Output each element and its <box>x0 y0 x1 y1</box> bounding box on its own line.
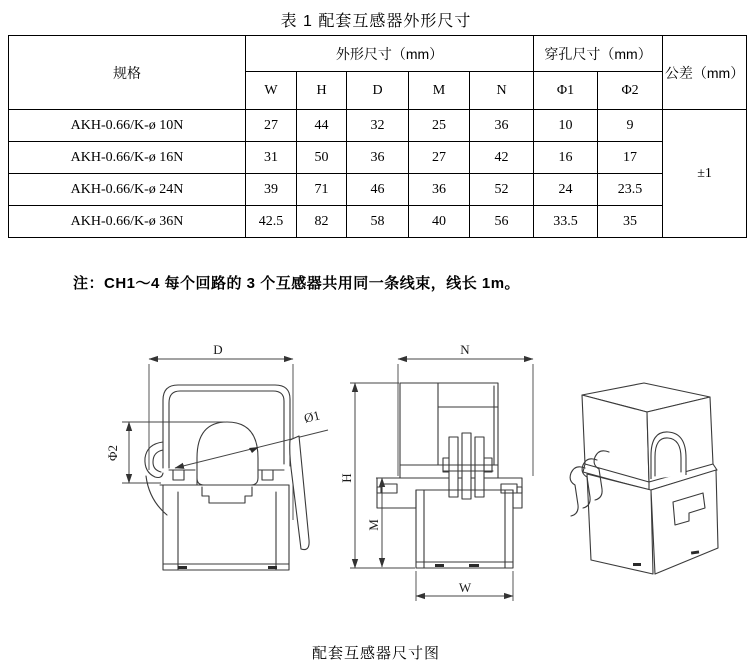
value-cell: 56 <box>470 206 534 238</box>
spec-cell: AKH-0.66/K-ø 10N <box>9 110 246 142</box>
sub-header-h: H <box>297 72 347 110</box>
value-cell: 82 <box>297 206 347 238</box>
value-cell: 39 <box>246 174 297 206</box>
value-cell: 27 <box>409 142 470 174</box>
sub-header-d: D <box>347 72 409 110</box>
value-cell: 44 <box>297 110 347 142</box>
value-cell: 10 <box>534 110 598 142</box>
column-header-spec: 规格 <box>9 36 246 110</box>
sub-header-phi1: Φ1 <box>534 72 598 110</box>
table-row <box>9 206 747 238</box>
table-note: 注：CH1～4 每个回路的 3 个互感器共用同一条线束，线长 1m。 <box>73 275 521 292</box>
value-cell: 35 <box>598 206 663 238</box>
value-cell: 50 <box>297 142 347 174</box>
sub-header-n: N <box>470 72 534 110</box>
dim-label-d: D <box>213 342 223 357</box>
group-header-hole: 穿孔尺寸（mm） <box>534 36 663 72</box>
spec-cell: AKH-0.66/K-ø 24N <box>9 174 246 206</box>
value-cell: 36 <box>409 174 470 206</box>
column-header-tolerance: 公差（mm） <box>663 36 747 110</box>
dim-label-phi1: Ø1 <box>302 407 322 426</box>
value-cell: 9 <box>598 110 663 142</box>
tolerance-cell: ±1 <box>663 110 747 238</box>
value-cell: 33.5 <box>534 206 598 238</box>
value-cell: 17 <box>598 142 663 174</box>
value-cell: 36 <box>470 110 534 142</box>
value-cell: 46 <box>347 174 409 206</box>
group-header-outline: 外形尺寸（mm） <box>246 36 534 72</box>
iso-view-drawing <box>575 358 750 603</box>
value-cell: 71 <box>297 174 347 206</box>
table-title: 表 1 配套互感器外形尺寸 <box>280 13 472 30</box>
sub-header-phi2: Φ2 <box>598 72 663 110</box>
dim-label-h: H <box>339 473 354 483</box>
value-cell: 32 <box>347 110 409 142</box>
sub-header-m: M <box>409 72 470 110</box>
dim-label-w: W <box>458 580 472 595</box>
value-cell: 24 <box>534 174 598 206</box>
value-cell: 16 <box>534 142 598 174</box>
value-cell: 31 <box>246 142 297 174</box>
value-cell: 40 <box>409 206 470 238</box>
value-cell: 42.5 <box>246 206 297 238</box>
value-cell: 27 <box>246 110 297 142</box>
spec-cell: AKH-0.66/K-ø 16N <box>9 142 246 174</box>
table-row <box>9 110 747 142</box>
front-view-drawing <box>339 340 545 608</box>
table-row <box>9 142 747 174</box>
side-view-drawing <box>85 340 335 585</box>
value-cell: 36 <box>347 142 409 174</box>
transformer-dimension-table <box>8 35 747 238</box>
figure-caption: 配套互感器尺寸图 <box>311 645 440 662</box>
spec-cell: AKH-0.66/K-ø 36N <box>9 206 246 238</box>
dim-label-phi2: Φ2 <box>105 444 120 462</box>
table-row <box>9 174 747 206</box>
value-cell: 42 <box>470 142 534 174</box>
sub-header-w: W <box>246 72 297 110</box>
value-cell: 58 <box>347 206 409 238</box>
dim-label-m: M <box>366 519 381 531</box>
value-cell: 52 <box>470 174 534 206</box>
value-cell: 23.5 <box>598 174 663 206</box>
value-cell: 25 <box>409 110 470 142</box>
dim-label-n: N <box>460 342 470 357</box>
